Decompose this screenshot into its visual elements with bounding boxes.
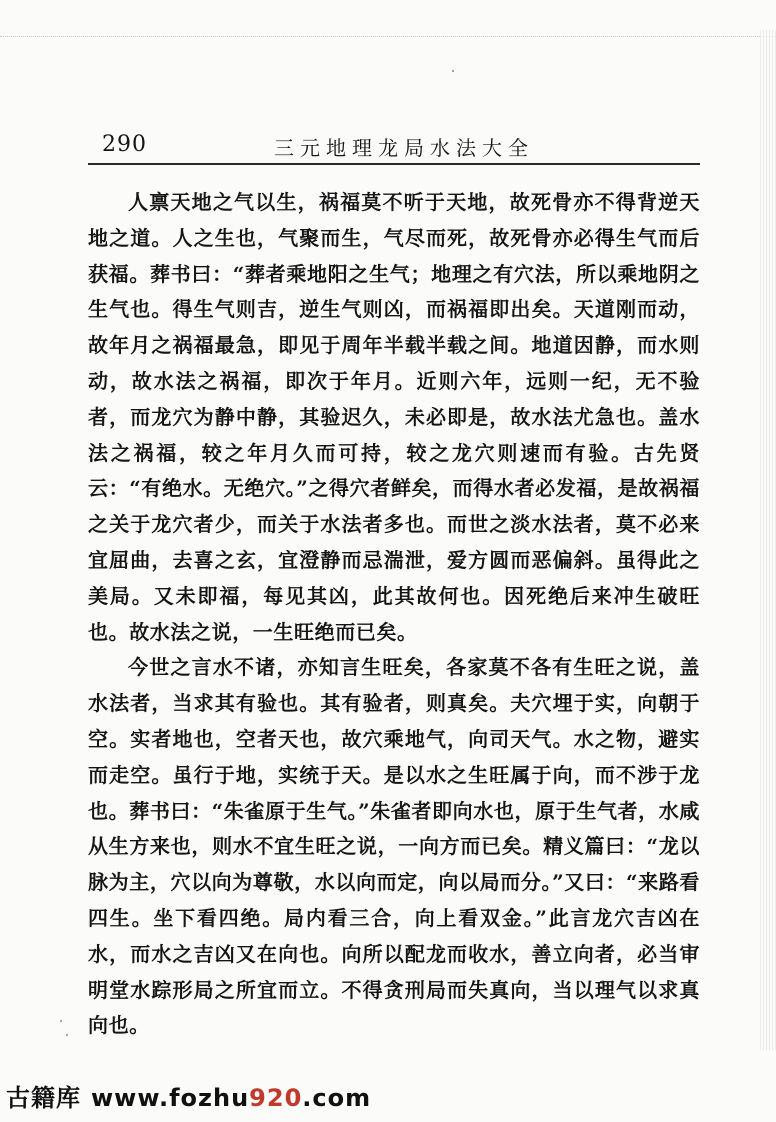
running-title: 三元地理龙局水法大全 (274, 136, 534, 160)
scan-speck (66, 1034, 68, 1036)
watermark-url-number: 920 (249, 1084, 303, 1112)
scan-page-edge (760, 30, 776, 1050)
paragraph-1: 人禀天地之气以生，祸福莫不听于天地，故死骨亦不得背逆天地之道。人之生也，气聚而生，气尽而死，故死骨亦必得生气而后获福。葬书曰：“葬者乘地阳之生气；地理之有穴法，所以乘地阴之生气也。得生气则吉，逆生气则凶，而祸福即出矣。天道刚而动，故年月之祸福最急，即见于周年半载半载之间。地道因静，而水则动，故水法之祸福，即次于年月。近则六年，远则一纪，无不验者，而龙穴为静中静，其验迟久，未必即是，故水法尤急也。盖水法之祸福，较之年月久而可持，较之龙穴则速而有验。古先贤云：“有绝水。无绝穴。”之得穴者鲜矣，而得水者必发福，是故祸福之关于龙穴者少，而关于水法者多也。而世之淡水法者，莫不必来宜屈曲，去喜之玄，宜澄静而忌湍泄，爱方圆而恶偏斜。虽得此之美局。又未即福，每见其凶，此其故何也。因死绝后来冲生破旺也。故水法之说，一生旺绝而已矣。 (88, 190, 700, 644)
scan-speck (60, 1020, 62, 1022)
body-text (88, 185, 700, 1044)
watermark-site-name: 古籍库 (6, 1084, 81, 1112)
page-number: 290 (102, 132, 147, 157)
scan-speck (452, 70, 454, 72)
watermark-url-suffix: .com (302, 1084, 372, 1112)
site-watermark (6, 1078, 371, 1113)
paragraph-2: 今世之言水不诸，亦知言生旺矣，各家莫不各有生旺之说，盖水法者，当求其有验也。其有验者，则真矣。夫穴埋于实，向朝于空。实者地也，空者天也，故穴乘地气，向司天气。水之物，避实而走空。虽行于地，实统于天。是以水之生旺属于向，而不涉于龙也。葬书曰：“朱雀原于生气。”朱雀者即向水也，原于生气者，水咸从生方来也，则水不宜生旺之说，一向方而已矣。精义篇曰：“龙以脉为主，穴以向为尊敬，水以向而定，向以局而分。”又曰：“来路看四生。坐下看四绝。局内看三合，向上看双金。”此言龙穴吉凶在水，而水之吉凶又在向也。向所以配龙而收水，善立向者，必当审明堂水踪形局之所宜而立。不得贪刑局而失真向，当以理气以求真向也。 (88, 655, 700, 1038)
scan-edge-line (0, 36, 776, 37)
header-rule (88, 163, 700, 165)
page-header (88, 128, 700, 164)
watermark-url-prefix: www.fozhu (91, 1084, 250, 1112)
